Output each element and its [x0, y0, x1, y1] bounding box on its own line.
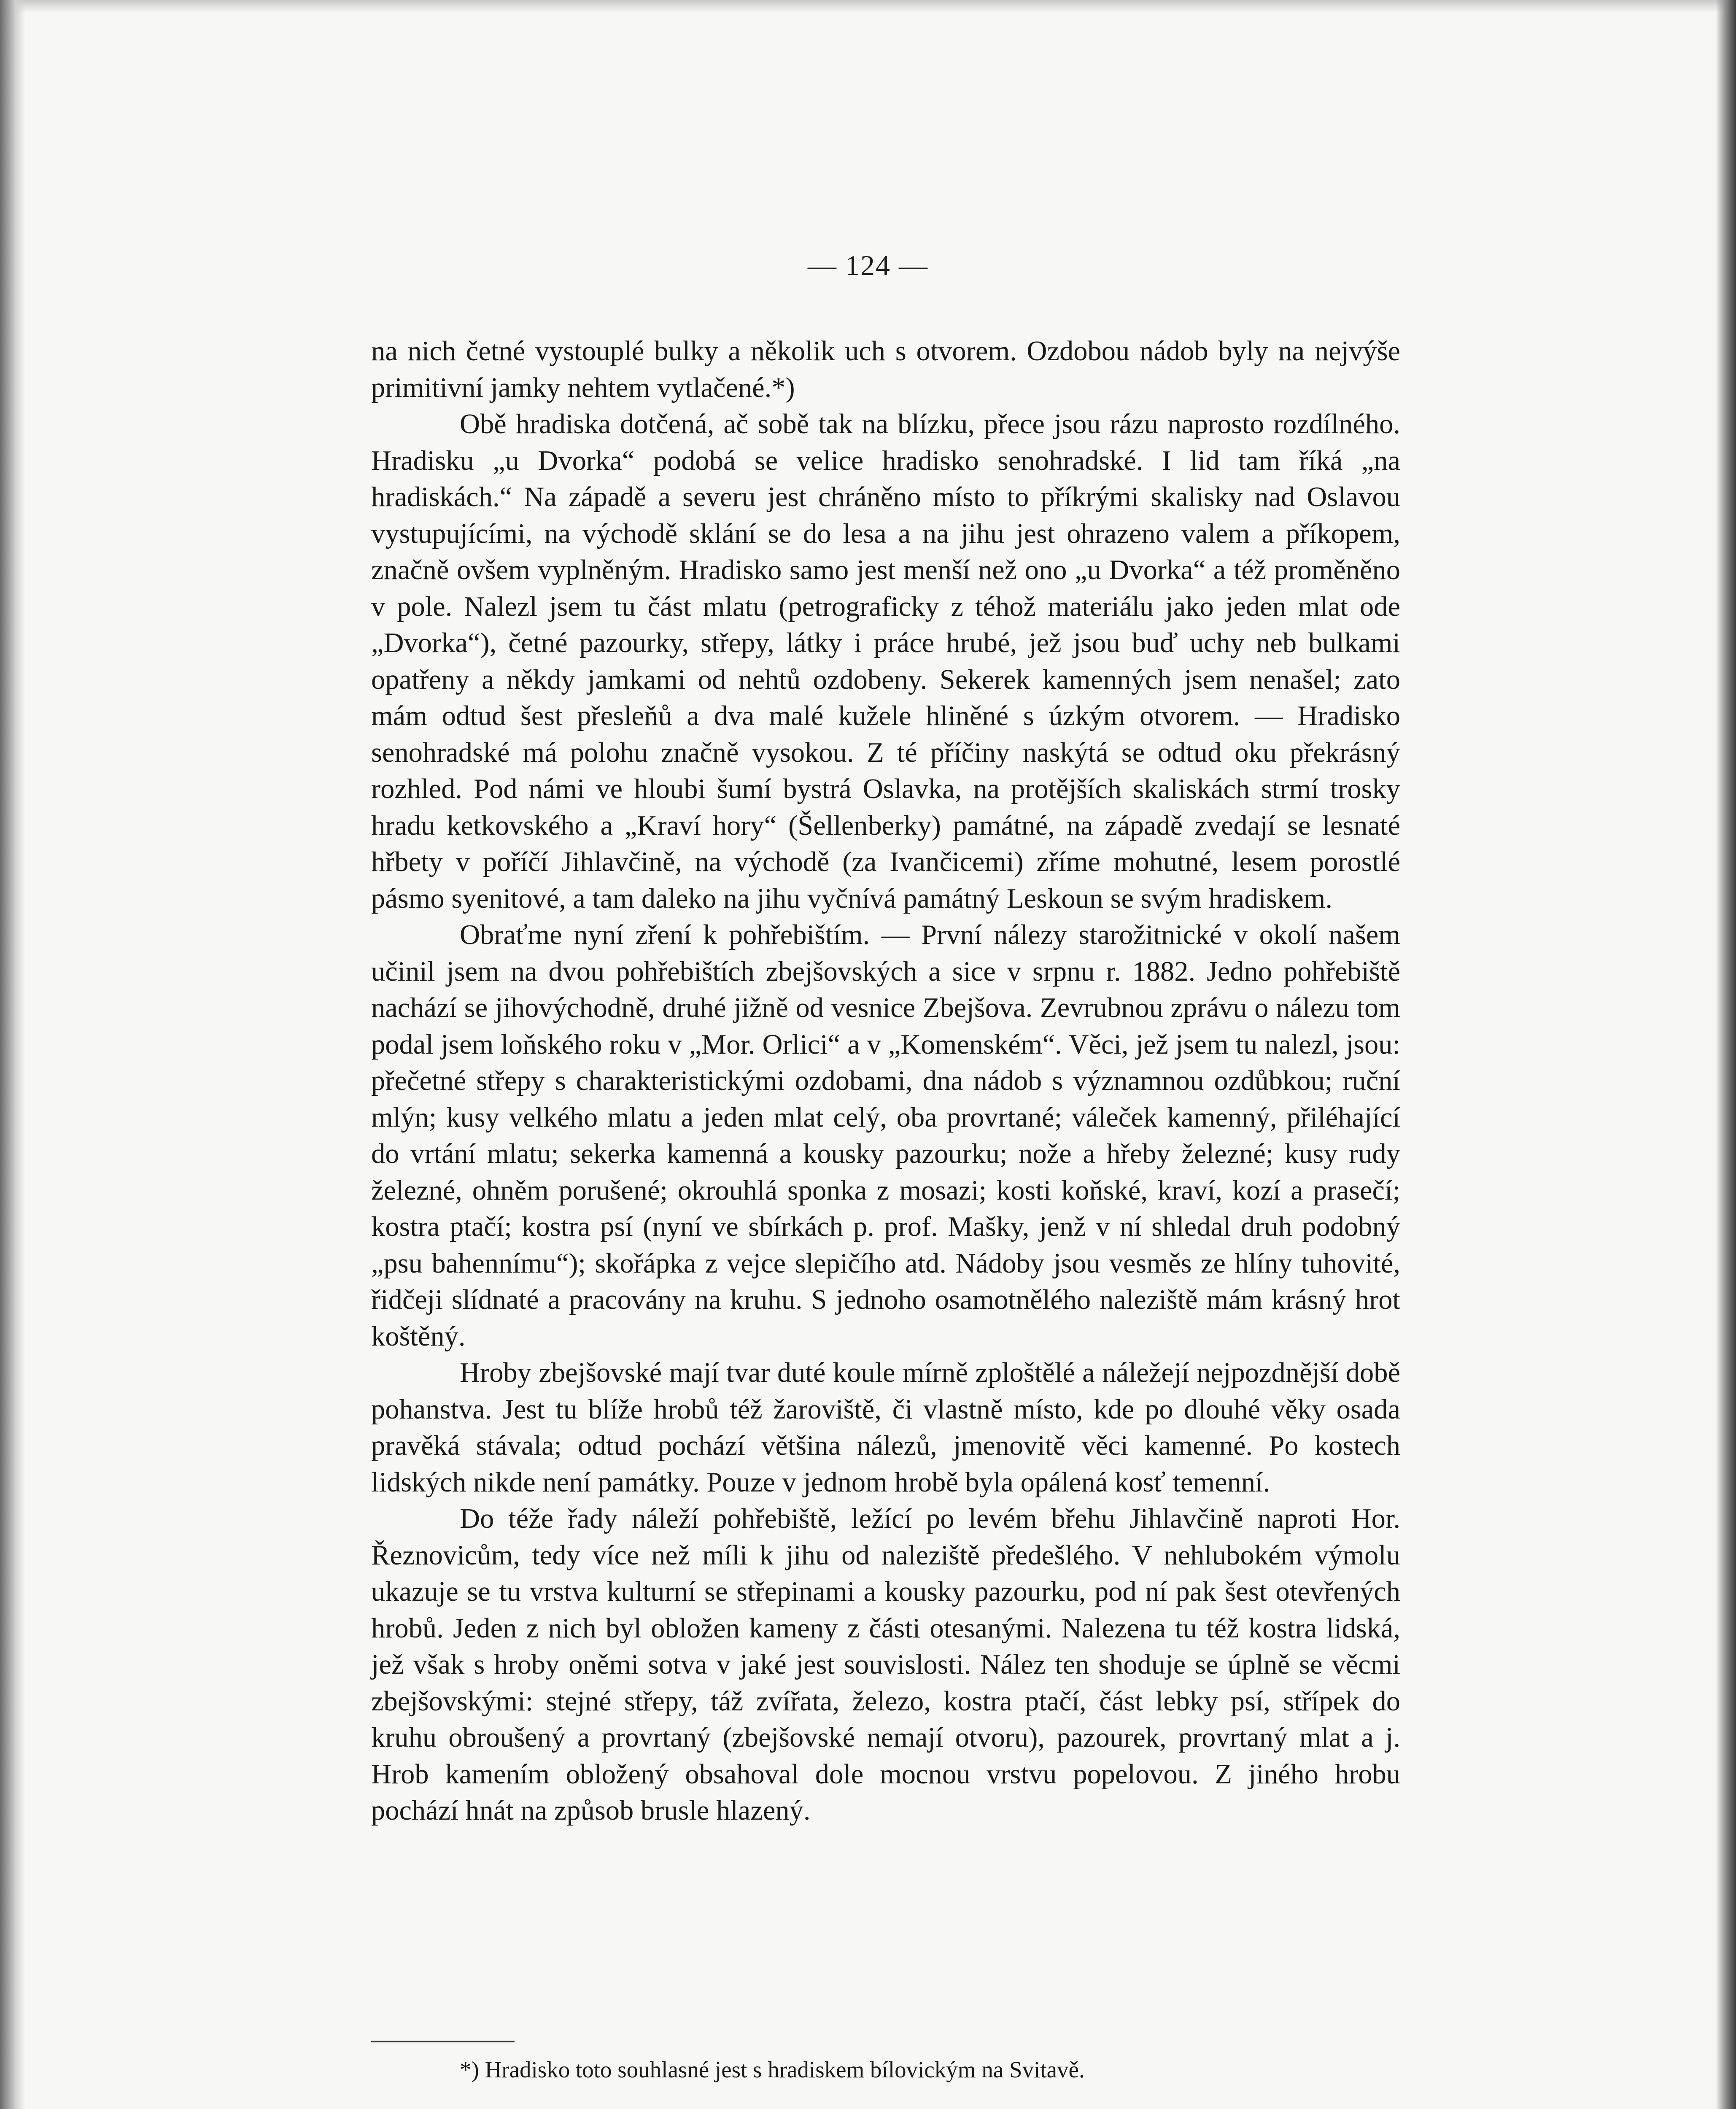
- paragraph-reznovice: Do téže řady náleží pohřebiště, ležící po levém břehu Jihlavčině naproti Hor. Řeznovicům, tedy více než míli k jihu od naleziště předešlého. V nehlubokém výmolu ukazuje se tu vrstva kulturní se střepinami a kousky pazourku, pod ní pak šest otevřených hrobů. Jeden z nich byl obložen kameny z části otesanými. Nalezena tu též kostra lidská, jež však s hroby oněmi sotva v jaké jest souvislosti. Nález ten shoduje se úplně se věcmi zbejšovskými: stejné střepy, táž zvířata, železo, kostra ptačí, část lebky psí, střípek do kruhu obroušený a provrtaný (zbejšovské nemají otvoru), pazourek, provrtaný mlat a j. Hrob kamením obložený obsahoval dole mocnou vrstvu popelovou. Z jiného hrobu pochází hnát na způsob brusle hlazený.: [371, 1503, 1400, 1826]
- page-edge-top-shadow: [0, 0, 1736, 13]
- footnote: *) Hradisko toto souhlasné jest s hradiskem bílovickým na Svitavě.: [460, 2057, 1085, 2082]
- page-number: — 124 —: [808, 249, 928, 281]
- footnote-divider: [371, 2041, 515, 2042]
- page-edge-right-shadow: [1716, 0, 1736, 2109]
- paragraph-continuation: na nich četné vystouplé bulky a několik uch s otvorem. Ozdobou nádob byly na nejvýše primitivní jamky nehtem vytlačené.*): [371, 336, 1400, 403]
- paragraph-hradiska: Obě hradiska dotčená, ač sobě tak na blízku, přece jsou rázu naprosto rozdílného. Hradisku „u Dvorka“ podobá se velice hradisko senohradské. I lid tam říká „na hradiskách.“ Na západě a severu jest chráněno místo to příkrými skalisky nad Oslavou vystupujícími, na východě sklání se do lesa a na jihu jest ohrazeno valem a příkopem, značně ovšem vyplněným. Hradisko samo jest menší než ono „u Dvorka“ a též proměněno v pole. Nalezl jsem tu část mlatu (petrograficky z téhož materiálu jako jeden mlat ode „Dvorka“), četné pazourky, střepy, látky i práce hrubé, jež jsou buď uchy neb bulkami opatřeny a někdy jamkami od nehtů ozdobeny. Sekerek kamenných jsem nenašel; zato mám odtud šest přesleňů a dva malé kužele hliněné s úzkým otvorem. — Hradisko senohradské má polohu značně vysokou. Z té příčiny naskýtá se odtud oku překrásný rozhled. Pod námi ve hloubi šumí bystrá Oslavka, na protějších skaliskách strmí trosky hradu ketkovského a „Kraví hory“ (Šellenberky) památné, na západě zvedají se lesnaté hřbety v poříčí Jihlavčině, na východě (za Ivančicemi) zříme mohutné, lesem porostlé pásmo syenitové, a tam daleko na jihu vyčnívá památný Leskoun se svým hradiskem.: [371, 409, 1400, 914]
- paragraph-pohrebiste: Obraťme nyní zření k pohřebištím. — První nálezy starožitnické v okolí našem učinil jsem na dvou pohřebištích zbejšovských a sice v srpnu r. 1882. Jedno pohřebiště nachází se jihovýchodně, druhé jižně od vesnice Zbejšova. Zevrubnou zprávu o nálezu tom podal jsem loňského roku v „Mor. Orlici“ a v „Komenském“. Věci, jež jsem tu nalezl, jsou: přečetné střepy s charakteristickými ozdobami, dna nádob s významnou ozdůbkou; ruční mlýn; kusy velkého mlatu a jeden mlat celý, oba provrtané; váleček kamenný, přiléhající do vrtání mlatu; sekerka kamenná a kousky pazourku; nože a hřeby železné; kusy rudy železné, ohněm porušené; okrouhlá sponka z mosazi; kosti koňské, kraví, kozí a prasečí; kostra ptačí; kostra psí (nyní ve sbírkách p. prof. Mašky, jenž v ní shledal druh podobný „psu bahennímu“); skořápka z vejce slepičího atd. Nádoby jsou vesměs ze hlíny tuhovité, řidčeji slídnaté a pracovány na kruhu. S jednoho osamotnělého naleziště mám krásný hrot koštěný.: [371, 920, 1400, 1352]
- paragraph-hroby: Hroby zbejšovské mají tvar duté koule mírně zploštělé a náležejí nejpozdnější době pohanstva. Jest tu blíže hrobů též žaroviště, či vlastně místo, kde po dlouhé věky osada pravěká stávala; odtud pochází většina nálezů, jmenovitě věci kamenné. Po kostech lidských nikde není památky. Pouze v jednom hrobě byla opálená kosť temenní.: [371, 1357, 1400, 1498]
- body-text: [371, 333, 1400, 1829]
- page-edge-left-shadow: [0, 0, 25, 2109]
